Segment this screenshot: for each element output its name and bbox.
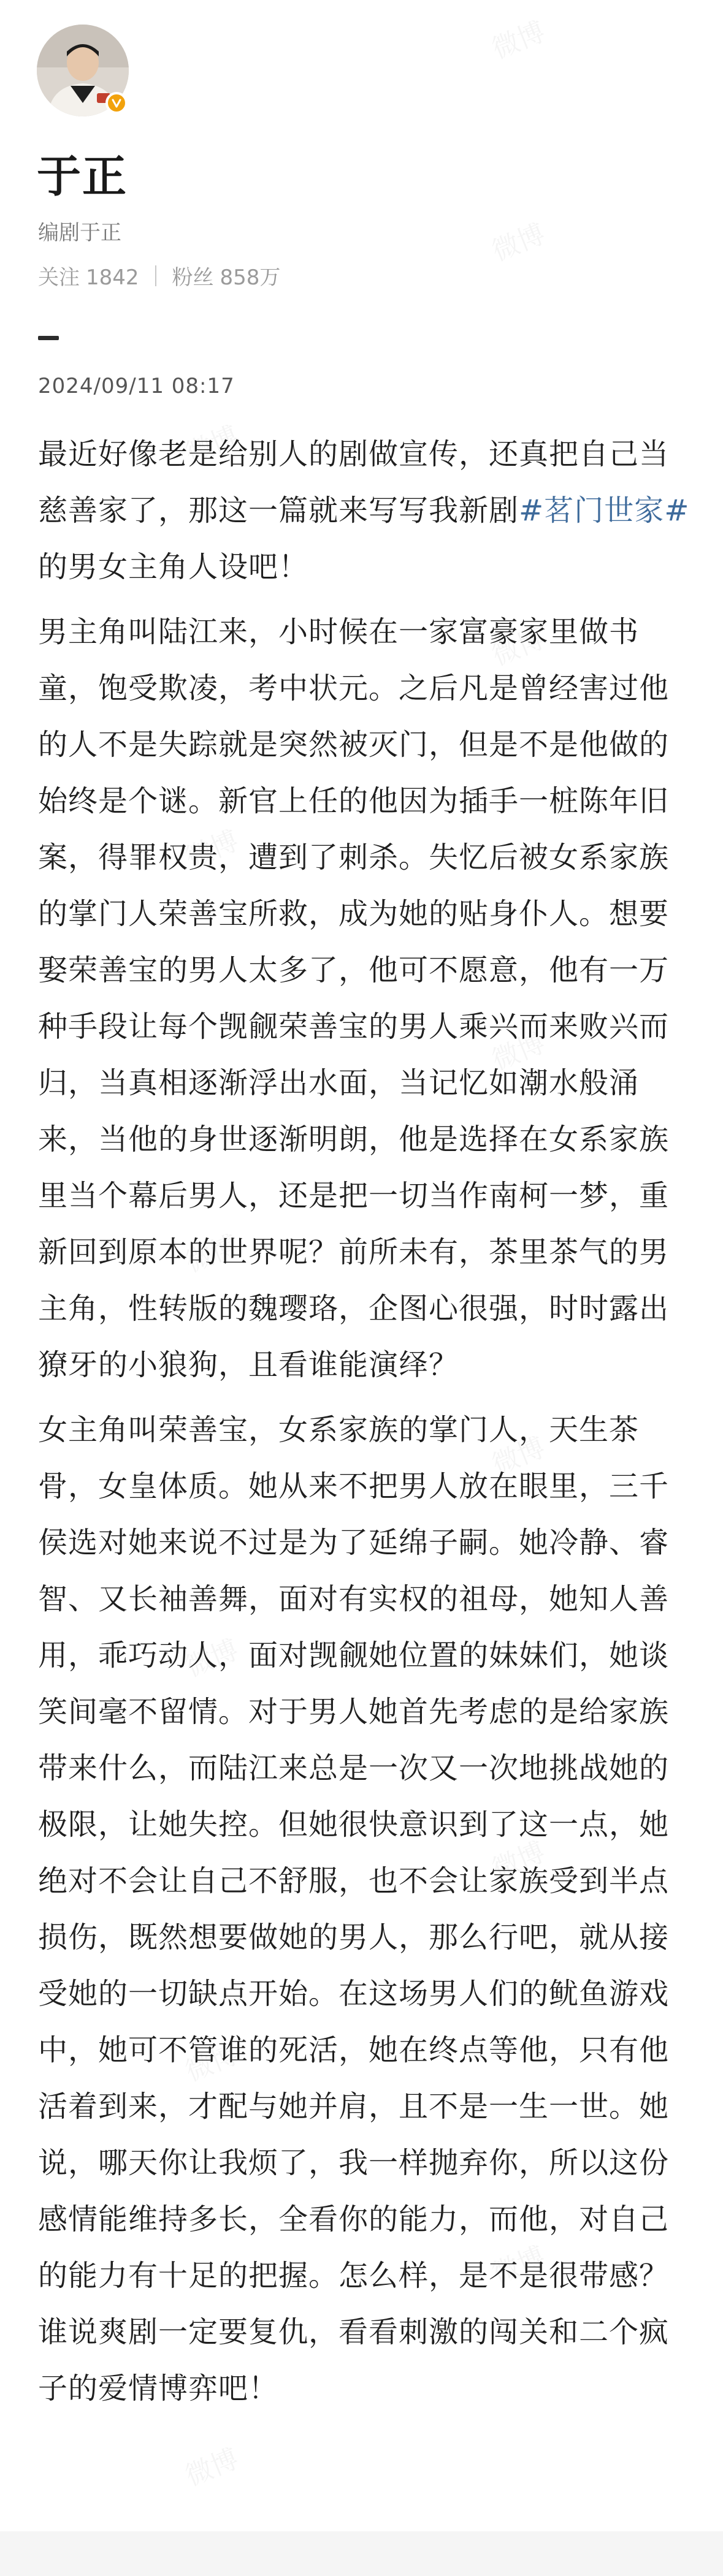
text-line: 獠牙的小狼狗，且看谁能演绎？ xyxy=(38,1348,459,1382)
post-timestamp: 2024/09/11 08:17 xyxy=(38,374,235,398)
text-line: 活着到来，才配与她并肩，且不是一生一世。她 xyxy=(38,2089,670,2124)
post-paragraph-female-lead xyxy=(38,1402,688,2417)
text-line: 绝对不会让自己不舒服，也不会让家族受到半点 xyxy=(38,1864,670,1898)
section-divider xyxy=(38,336,59,340)
bottom-bar xyxy=(0,2531,723,2576)
following-label: 关注 xyxy=(38,265,80,290)
text-line: 笑间毫不留情。对于男人她首先考虑的是给家族 xyxy=(38,1695,670,1729)
text-line: 极限，让她失控。但她很快意识到了这一点，她 xyxy=(38,1807,670,1842)
text-line: 来，当他的身世逐渐明朗，他是选择在女系家族 xyxy=(38,1122,670,1157)
text-line: 主角，性转版的魏璎珞，企图心很强，时时露出 xyxy=(38,1291,670,1326)
avatar-container[interactable] xyxy=(37,25,129,116)
profile-stats xyxy=(38,260,280,291)
text-line: 的能力有十足的把握。怎么样，是不是很带感？ xyxy=(38,2259,670,2293)
text-line: 侯选对她来说不过是为了延绵子嗣。她冷静、睿 xyxy=(38,1525,670,1560)
text-line: 女主角叫荣善宝，女系家族的掌门人，天生茶 xyxy=(38,1413,640,1447)
followers-stat[interactable] xyxy=(172,260,281,291)
text-line: 损伤，既然想要做她的男人，那么行吧，就从接 xyxy=(38,1920,670,1955)
text-line: 种手段让每个觊觎荣善宝的男人乘兴而来败兴而 xyxy=(38,1009,670,1044)
text-line: 始终是个谜。新官上任的他因为插手一桩陈年旧 xyxy=(38,784,670,818)
hashtag-link[interactable]: #茗门世家# xyxy=(519,493,690,528)
watermark-text xyxy=(485,212,550,268)
text-line: 的掌门人荣善宝所救，成为她的贴身仆人。想要 xyxy=(38,897,670,931)
text-line: 骨，女皇体质。她从来不把男人放在眼里，三千 xyxy=(38,1469,670,1503)
text-line xyxy=(38,482,688,539)
following-count: 1842 xyxy=(86,265,139,290)
text-line: 智、又长袖善舞，面对有实权的祖母，她知人善 xyxy=(38,1582,670,1616)
text-line: 中，她可不管谁的死活，她在终点等他，只有他 xyxy=(38,2033,670,2067)
post-paragraph-intro xyxy=(38,426,688,595)
text-line: 最近好像老是给别人的剧做宣传，还真把自己当 xyxy=(38,437,670,471)
text-line: 娶荣善宝的男人太多了，他可不愿意，他有一万 xyxy=(38,953,670,987)
watermark-text xyxy=(178,2437,243,2493)
text-line: 童，饱受欺凌，考中状元。之后凡是曾经害过他 xyxy=(38,671,670,705)
followers-count: 858万 xyxy=(220,265,281,290)
verified-badge-icon xyxy=(105,92,128,114)
text-line: 感情能维持多长，全看你的能力，而他，对自己 xyxy=(38,2202,670,2236)
text-line: 的男女主角人设吧！ xyxy=(38,550,309,584)
text-line: 带来什么，而陆江来总是一次又一次地挑战她的 xyxy=(38,1751,670,1785)
watermark-text xyxy=(485,10,550,66)
following-stat[interactable] xyxy=(38,260,139,291)
text-segment: 慈善家了，那这一篇就来写写我新剧 xyxy=(38,493,519,528)
post-paragraph-male-lead xyxy=(38,604,688,1393)
username[interactable]: 于正 xyxy=(37,151,128,202)
stats-divider xyxy=(155,265,156,286)
text-line: 子的爱情博弈吧！ xyxy=(38,2371,279,2406)
text-line: 说，哪天你让我烦了，我一样抛弃你，所以这份 xyxy=(38,2146,670,2180)
followers-label: 粉丝 xyxy=(172,265,214,290)
text-line: 男主角叫陆江来，小时候在一家富豪家里做书 xyxy=(38,615,640,649)
text-line: 受她的一切缺点开始。在这场男人们的鱿鱼游戏 xyxy=(38,1977,670,2011)
text-line: 归，当真相逐渐浮出水面，当记忆如潮水般涌 xyxy=(38,1066,640,1100)
text-line: 用，乖巧动人，面对觊觎她位置的妹妹们，她谈 xyxy=(38,1638,670,1673)
verification-text: 编剧于正 xyxy=(38,221,121,245)
text-line: 新回到原本的世界呢？前所未有，茶里茶气的男 xyxy=(38,1235,670,1269)
text-line: 谁说爽剧一定要复仇，看看刺激的闯关和二个疯 xyxy=(38,2315,670,2349)
text-line: 的人不是失踪就是突然被灭门，但是不是他做的 xyxy=(38,728,670,762)
text-line: 里当个幕后男人，还是把一切当作南柯一梦，重 xyxy=(38,1179,670,1213)
text-line: 案，得罪权贵，遭到了刺杀。失忆后被女系家族 xyxy=(38,840,670,875)
post-body xyxy=(38,426,688,2425)
